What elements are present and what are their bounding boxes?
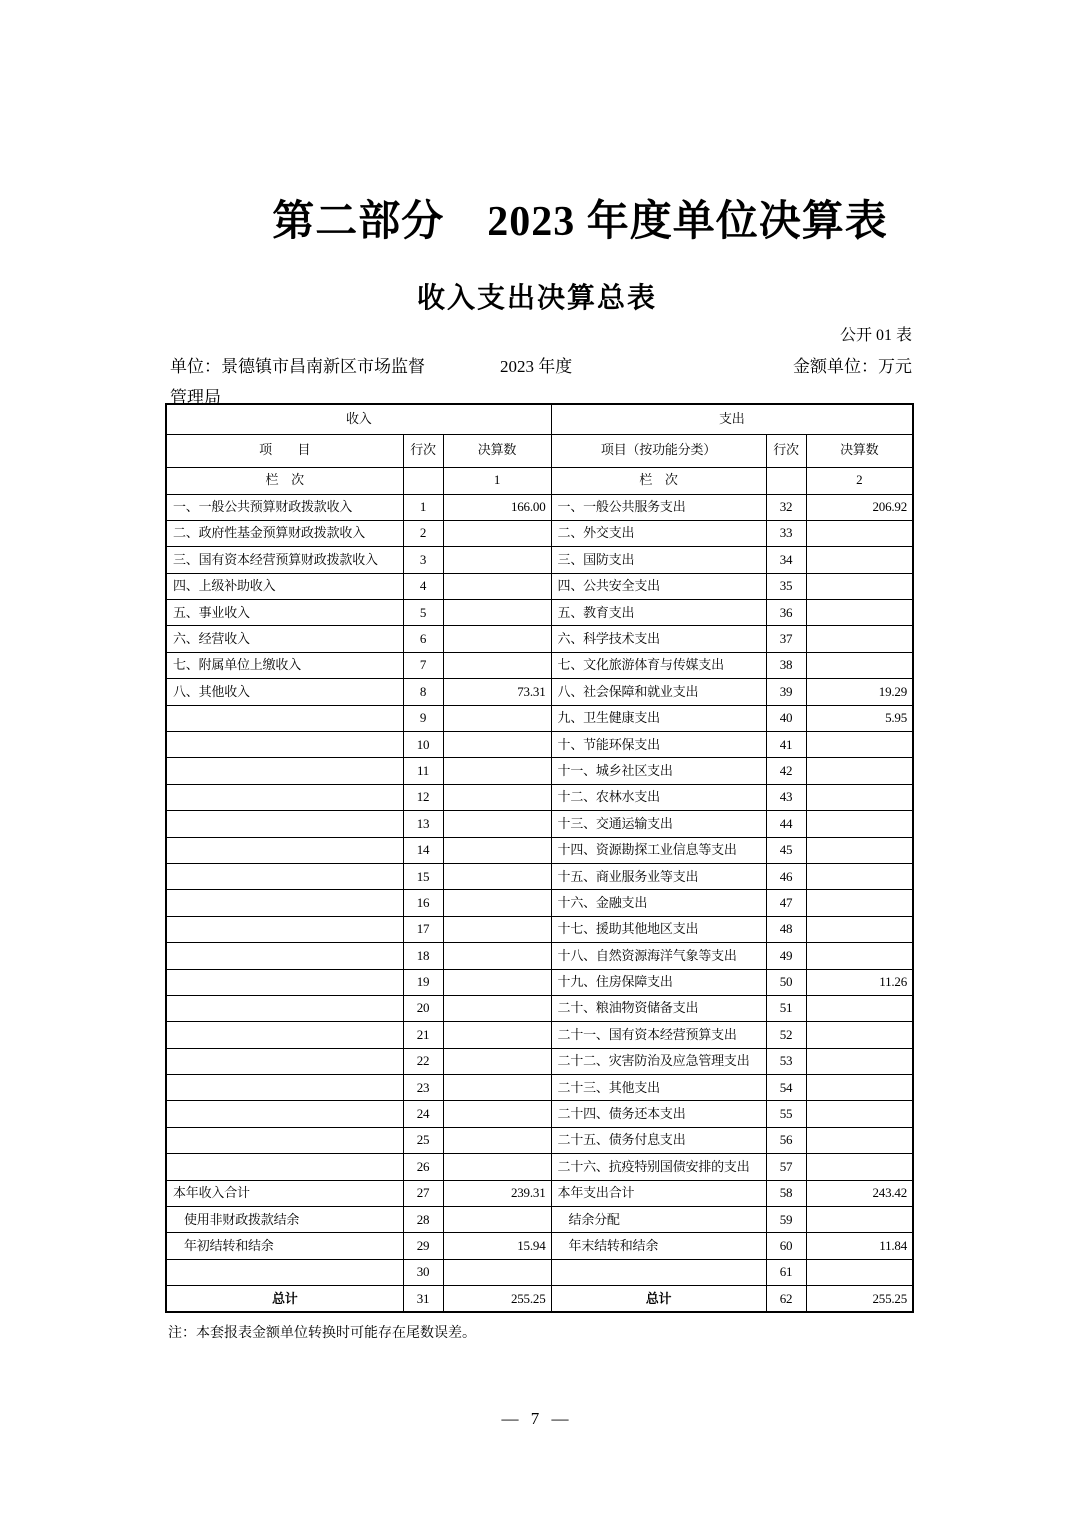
cell-income-row-no: 26 [403, 1154, 443, 1180]
cell-income-row-no: 11 [403, 758, 443, 784]
cell-expense-item [551, 1259, 766, 1285]
cell-income-row-no: 28 [403, 1207, 443, 1233]
cell-expense-item: 七、文化旅游体育与传媒支出 [551, 652, 766, 678]
cell-income-row-no: 7 [403, 652, 443, 678]
cell-expense-item: 总计 [551, 1286, 766, 1312]
cell-income-amount [443, 969, 551, 995]
table-row [166, 547, 913, 573]
cell-expense-item: 十四、资源勘探工业信息等支出 [551, 837, 766, 863]
cell-expense-row-no: 61 [766, 1259, 806, 1285]
cell-expense-amount: 11.84 [806, 1233, 913, 1259]
cell-income-amount [443, 890, 551, 916]
cell-income-item: 六、经营收入 [166, 626, 403, 652]
cell-income-item [166, 916, 403, 942]
cell-expense-row-no: 56 [766, 1127, 806, 1153]
cell-income-item [166, 863, 403, 889]
cell-income-amount: 255.25 [443, 1286, 551, 1312]
unit-name-line2: 管理局 [170, 388, 221, 407]
cell-expense-amount [806, 890, 913, 916]
cell-expense-row-no: 42 [766, 758, 806, 784]
income-column-index: 1 [443, 467, 551, 494]
cell-expense-item: 二十六、抗疫特别国债安排的支出 [551, 1154, 766, 1180]
cell-income-amount [443, 837, 551, 863]
cell-income-item [166, 1154, 403, 1180]
cell-expense-item: 十九、住房保障支出 [551, 969, 766, 995]
cell-expense-amount [806, 1075, 913, 1101]
cell-income-row-no: 13 [403, 811, 443, 837]
cell-income-amount [443, 732, 551, 758]
cell-income-item: 三、国有资本经营预算财政拨款收入 [166, 547, 403, 573]
expense-section-header: 支出 [551, 404, 913, 434]
cell-income-row-no: 6 [403, 626, 443, 652]
cell-income-amount [443, 811, 551, 837]
cell-expense-row-no: 52 [766, 1022, 806, 1048]
cell-expense-row-no: 53 [766, 1048, 806, 1074]
cell-income-item [166, 784, 403, 810]
cell-income-row-no: 19 [403, 969, 443, 995]
table-row [166, 1022, 913, 1048]
cell-income-amount [443, 1127, 551, 1153]
cell-income-item: 七、附属单位上缴收入 [166, 652, 403, 678]
page-number: — 7 — [501, 1409, 573, 1428]
cell-income-row-no: 16 [403, 890, 443, 916]
expense-column-index: 2 [806, 467, 913, 494]
cell-income-amount [443, 1154, 551, 1180]
cell-expense-item: 八、社会保障和就业支出 [551, 679, 766, 705]
cell-income-amount [443, 863, 551, 889]
income-amount-column-header: 决算数 [443, 434, 551, 467]
cell-expense-row-no: 45 [766, 837, 806, 863]
cell-expense-item: 十五、商业服务业等支出 [551, 863, 766, 889]
income-item-column-header: 项 目 [166, 434, 403, 467]
cell-income-amount [443, 1075, 551, 1101]
cell-expense-row-no: 35 [766, 573, 806, 599]
cell-income-row-no: 25 [403, 1127, 443, 1153]
cell-income-item [166, 1127, 403, 1153]
cell-expense-row-no: 37 [766, 626, 806, 652]
table-row [166, 1075, 913, 1101]
table-row [166, 1048, 913, 1074]
cell-expense-row-no: 55 [766, 1101, 806, 1127]
cell-income-amount [443, 1048, 551, 1074]
cell-expense-amount [806, 1022, 913, 1048]
table-row [166, 811, 913, 837]
table-row [166, 679, 913, 705]
cell-income-item [166, 1022, 403, 1048]
cell-expense-amount: 11.26 [806, 969, 913, 995]
cell-income-row-no: 5 [403, 600, 443, 626]
table-row [166, 600, 913, 626]
cell-expense-item: 二十、粮油物资储备支出 [551, 995, 766, 1021]
cell-expense-amount [806, 600, 913, 626]
table-title: 收入支出决算总表 [416, 282, 657, 313]
cell-expense-amount [806, 1127, 913, 1153]
cell-income-row-no: 8 [403, 679, 443, 705]
cell-expense-row-no: 46 [766, 863, 806, 889]
cell-income-amount [443, 600, 551, 626]
cell-income-item [166, 969, 403, 995]
cell-expense-amount [806, 652, 913, 678]
unit-name-line1: 单位：景德镇市昌南新区市场监督 [170, 357, 425, 376]
cell-expense-amount [806, 811, 913, 837]
table-row [166, 1286, 913, 1312]
cell-income-item: 一、一般公共预算财政拨款收入 [166, 494, 403, 520]
cell-income-amount: 166.00 [443, 494, 551, 520]
table-row [166, 1207, 913, 1233]
cell-income-amount [443, 547, 551, 573]
cell-expense-item: 五、教育支出 [551, 600, 766, 626]
cell-expense-row-no: 50 [766, 969, 806, 995]
section-header-row [166, 404, 913, 434]
cell-expense-row-no: 36 [766, 600, 806, 626]
cell-expense-amount [806, 1259, 913, 1285]
table-row [166, 732, 913, 758]
cell-income-row-no: 31 [403, 1286, 443, 1312]
cell-income-row-no: 17 [403, 916, 443, 942]
income-row-no-column-header: 行次 [403, 434, 443, 467]
cell-expense-amount [806, 1101, 913, 1127]
table-body [166, 494, 913, 1312]
cell-expense-row-no: 32 [766, 494, 806, 520]
cell-expense-row-no: 43 [766, 784, 806, 810]
cell-expense-row-no: 57 [766, 1154, 806, 1180]
cell-expense-item: 十六、金融支出 [551, 890, 766, 916]
table-row [166, 863, 913, 889]
cell-expense-amount [806, 1048, 913, 1074]
cell-income-item [166, 758, 403, 784]
cell-expense-item: 二十五、债务付息支出 [551, 1127, 766, 1153]
cell-expense-amount [806, 626, 913, 652]
cell-income-row-no: 30 [403, 1259, 443, 1285]
table-row [166, 890, 913, 916]
cell-expense-item: 十一、城乡社区支出 [551, 758, 766, 784]
cell-income-item [166, 995, 403, 1021]
cell-expense-amount [806, 573, 913, 599]
blank-cell [403, 467, 443, 494]
cell-expense-row-no: 60 [766, 1233, 806, 1259]
cell-income-row-no: 27 [403, 1180, 443, 1206]
cell-expense-item: 二、外交支出 [551, 520, 766, 546]
cell-expense-item: 九、卫生健康支出 [551, 705, 766, 731]
table-row [166, 520, 913, 546]
cell-expense-item: 年末结转和结余 [551, 1233, 766, 1259]
cell-expense-amount [806, 943, 913, 969]
cell-expense-amount [806, 758, 913, 784]
cell-income-amount: 239.31 [443, 1180, 551, 1206]
cell-expense-row-no: 44 [766, 811, 806, 837]
cell-expense-item: 三、国防支出 [551, 547, 766, 573]
table-row [166, 1180, 913, 1206]
cell-income-item [166, 705, 403, 731]
footnote: 注：本套报表金额单位转换时可能存在尾数误差。 [168, 1326, 476, 1341]
cell-expense-row-no: 47 [766, 890, 806, 916]
expense-item-column-header: 项目（按功能分类） [551, 434, 766, 467]
cell-expense-item: 一、一般公共服务支出 [551, 494, 766, 520]
cell-income-item [166, 1075, 403, 1101]
cell-expense-item: 十、节能环保支出 [551, 732, 766, 758]
cell-income-amount [443, 784, 551, 810]
cell-income-amount [443, 573, 551, 599]
table-row [166, 916, 913, 942]
cell-income-row-no: 22 [403, 1048, 443, 1074]
cell-income-item: 本年收入合计 [166, 1180, 403, 1206]
cell-expense-amount: 243.42 [806, 1180, 913, 1206]
cell-expense-row-no: 34 [766, 547, 806, 573]
cell-expense-row-no: 41 [766, 732, 806, 758]
table-row [166, 652, 913, 678]
cell-income-item: 四、上级补助收入 [166, 573, 403, 599]
cell-income-item: 八、其他收入 [166, 679, 403, 705]
cell-expense-item: 二十一、国有资本经营预算支出 [551, 1022, 766, 1048]
cell-income-item: 二、政府性基金预算财政拨款收入 [166, 520, 403, 546]
cell-expense-item: 二十四、债务还本支出 [551, 1101, 766, 1127]
cell-income-row-no: 14 [403, 837, 443, 863]
table-row [166, 837, 913, 863]
cell-income-row-no: 18 [403, 943, 443, 969]
cell-income-item [166, 1101, 403, 1127]
table-row [166, 1259, 913, 1285]
cell-income-amount [443, 705, 551, 731]
table-row [166, 1233, 913, 1259]
cell-income-amount [443, 626, 551, 652]
cell-expense-row-no: 59 [766, 1207, 806, 1233]
table-row [166, 995, 913, 1021]
column-header-row [166, 434, 913, 467]
cell-income-item [166, 1048, 403, 1074]
expense-column-index-label: 栏 次 [551, 467, 766, 494]
cell-income-row-no: 10 [403, 732, 443, 758]
table-row [166, 705, 913, 731]
cell-income-item: 总计 [166, 1286, 403, 1312]
fiscal-year: 2023 年度 [500, 357, 573, 376]
cell-expense-row-no: 38 [766, 652, 806, 678]
table-row [166, 1127, 913, 1153]
cell-expense-item: 四、公共安全支出 [551, 573, 766, 599]
cell-expense-row-no: 54 [766, 1075, 806, 1101]
income-expense-summary-table [165, 403, 914, 1313]
expense-row-no-column-header: 行次 [766, 434, 806, 467]
cell-income-row-no: 2 [403, 520, 443, 546]
cell-expense-row-no: 48 [766, 916, 806, 942]
cell-expense-row-no: 49 [766, 943, 806, 969]
table-row [166, 758, 913, 784]
cell-income-amount [443, 916, 551, 942]
cell-expense-row-no: 39 [766, 679, 806, 705]
cell-income-item [166, 811, 403, 837]
cell-expense-amount [806, 1154, 913, 1180]
cell-income-amount [443, 943, 551, 969]
table-row [166, 943, 913, 969]
cell-expense-item: 十三、交通运输支出 [551, 811, 766, 837]
cell-income-row-no: 15 [403, 863, 443, 889]
cell-income-row-no: 4 [403, 573, 443, 599]
cell-expense-item: 二十三、其他支出 [551, 1075, 766, 1101]
income-column-index-label: 栏 次 [166, 467, 403, 494]
cell-expense-amount: 19.29 [806, 679, 913, 705]
cell-income-row-no: 21 [403, 1022, 443, 1048]
cell-income-item: 五、事业收入 [166, 600, 403, 626]
expense-amount-column-header: 决算数 [806, 434, 913, 467]
cell-income-amount [443, 652, 551, 678]
cell-income-row-no: 9 [403, 705, 443, 731]
cell-expense-amount: 5.95 [806, 705, 913, 731]
cell-income-row-no: 23 [403, 1075, 443, 1101]
cell-expense-amount [806, 547, 913, 573]
cell-income-amount [443, 1259, 551, 1285]
table-row [166, 784, 913, 810]
cell-income-item: 使用非财政拨款结余 [166, 1207, 403, 1233]
cell-expense-amount [806, 784, 913, 810]
cell-income-item: 年初结转和结余 [166, 1233, 403, 1259]
amount-unit-label: 金额单位：万元 [793, 357, 912, 376]
cell-expense-item: 十八、自然资源海洋气象等支出 [551, 943, 766, 969]
public-table-number: 公开 01 表 [839, 327, 912, 344]
cell-income-item [166, 943, 403, 969]
cell-income-row-no: 12 [403, 784, 443, 810]
cell-expense-amount: 255.25 [806, 1286, 913, 1312]
cell-income-amount [443, 995, 551, 1021]
cell-expense-item: 十七、援助其他地区支出 [551, 916, 766, 942]
cell-expense-amount [806, 916, 913, 942]
cell-income-row-no: 3 [403, 547, 443, 573]
column-index-row [166, 467, 913, 494]
cell-expense-amount [806, 995, 913, 1021]
cell-expense-amount: 206.92 [806, 494, 913, 520]
cell-income-row-no: 29 [403, 1233, 443, 1259]
table-row [166, 1101, 913, 1127]
summary-table-wrapper [165, 403, 914, 1313]
cell-expense-item: 二十二、灾害防治及应急管理支出 [551, 1048, 766, 1074]
cell-income-item [166, 732, 403, 758]
cell-expense-item: 结余分配 [551, 1207, 766, 1233]
cell-expense-row-no: 33 [766, 520, 806, 546]
cell-income-amount [443, 1207, 551, 1233]
table-row [166, 626, 913, 652]
cell-expense-row-no: 62 [766, 1286, 806, 1312]
cell-expense-amount [806, 732, 913, 758]
cell-expense-item: 六、科学技术支出 [551, 626, 766, 652]
cell-income-item [166, 1259, 403, 1285]
part-title: 第二部分 2023 年度单位决算表 [272, 199, 888, 245]
table-row [166, 1154, 913, 1180]
cell-income-row-no: 20 [403, 995, 443, 1021]
table-row [166, 573, 913, 599]
cell-expense-amount [806, 1207, 913, 1233]
table-row [166, 494, 913, 520]
cell-income-row-no: 24 [403, 1101, 443, 1127]
cell-expense-row-no: 40 [766, 705, 806, 731]
cell-income-row-no: 1 [403, 494, 443, 520]
cell-income-amount [443, 520, 551, 546]
cell-expense-amount [806, 520, 913, 546]
cell-income-amount [443, 1022, 551, 1048]
blank-cell [766, 467, 806, 494]
table-row [166, 969, 913, 995]
cell-expense-amount [806, 863, 913, 889]
cell-income-amount [443, 758, 551, 784]
cell-income-item [166, 890, 403, 916]
income-section-header: 收入 [166, 404, 551, 434]
cell-income-amount: 15.94 [443, 1233, 551, 1259]
cell-expense-item: 十二、农林水支出 [551, 784, 766, 810]
cell-expense-row-no: 58 [766, 1180, 806, 1206]
cell-expense-amount [806, 837, 913, 863]
cell-expense-item: 本年支出合计 [551, 1180, 766, 1206]
cell-income-amount [443, 1101, 551, 1127]
cell-income-amount: 73.31 [443, 679, 551, 705]
cell-income-item [166, 837, 403, 863]
cell-expense-row-no: 51 [766, 995, 806, 1021]
